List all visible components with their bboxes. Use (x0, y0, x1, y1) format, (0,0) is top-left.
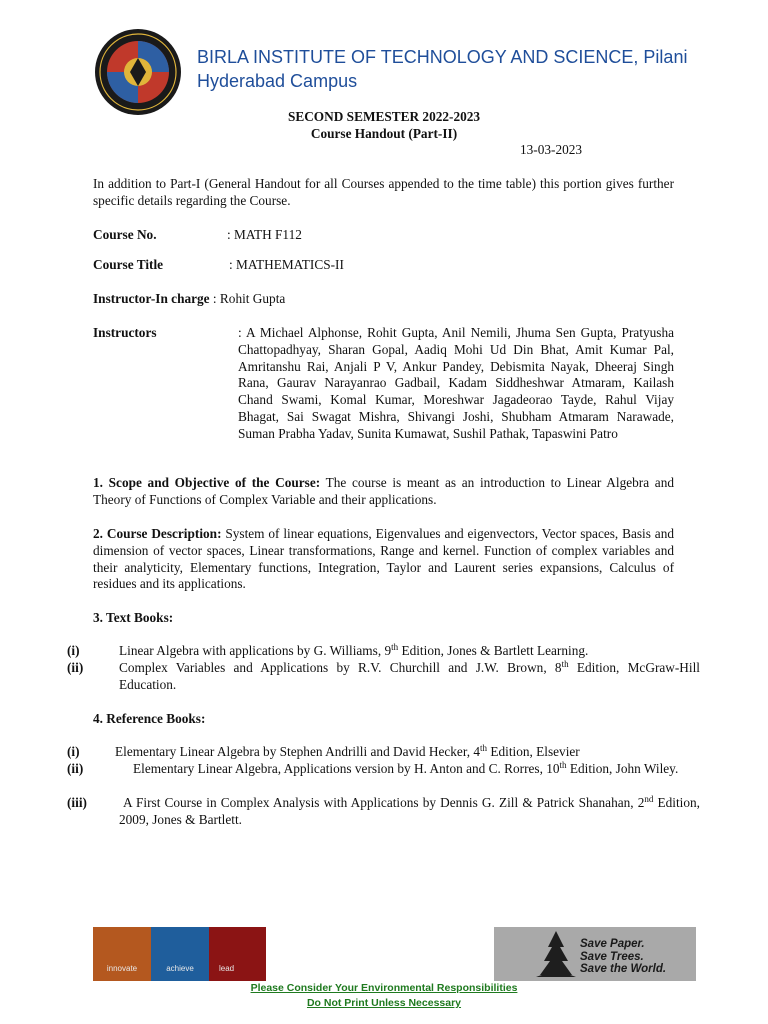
text-book-text: Linear Algebra with applications by G. Williams, 9 (119, 643, 392, 658)
reference-book-sup: th (480, 743, 488, 753)
scope-section (93, 475, 674, 509)
reference-book-sup: th (559, 760, 567, 770)
text-book-sup: th (391, 642, 399, 652)
institute-name-line2: Hyderabad Campus (197, 71, 358, 91)
band-word: lead (219, 964, 235, 974)
text-book-text-post: Edition, Jones & Bartlett Learning. (398, 643, 589, 658)
eco-text (580, 938, 666, 976)
eco-line2: Save Trees. (580, 950, 644, 963)
instructor-incharge-label: Instructor-In charge (93, 291, 210, 306)
footer-line2: Do Not Print Unless Necessary (306, 997, 462, 1009)
text-book-text-post: Edition, McGraw-Hill Education. (119, 660, 700, 692)
description-heading: 2. Course Description: (93, 526, 222, 541)
reference-book-text: Elementary Linear Algebra by Stephen Andrilli and David Hecker, 4 (115, 744, 481, 759)
institute-name-line1: BIRLA INSTITUTE OF TECHNOLOGY AND SCIENCE, Pilani (197, 47, 688, 67)
institute-name (197, 45, 687, 93)
course-no-row (93, 227, 302, 244)
course-title-row (93, 257, 344, 274)
reference-book-num: (iii) (67, 795, 87, 810)
course-no-label: Course No. (93, 227, 157, 242)
text-book-sup: th (561, 659, 569, 669)
reference-book-item (67, 760, 700, 778)
text-book-num: (i) (67, 643, 80, 658)
eco-banner (494, 927, 696, 981)
values-band (93, 927, 266, 981)
reference-books-heading: 4. Reference Books: (93, 711, 206, 726)
reference-book-num: (i) (67, 744, 80, 759)
band-block-achieve (151, 927, 209, 981)
band-word: achieve (166, 964, 194, 974)
handout-title: Course Handout (Part-II) (310, 126, 458, 141)
reference-book-text-post: Edition, John Wiley. (566, 761, 679, 776)
reference-book-item (67, 743, 700, 761)
reference-book-num: (ii) (67, 761, 84, 776)
band-block-lead (209, 927, 266, 981)
text-book-text: Complex Variables and Applications by R.V. Churchill and J.W. Brown, 8 (119, 660, 562, 675)
scope-heading: 1. Scope and Objective of the Course: (93, 475, 321, 490)
semester-title: SECOND SEMESTER 2022-2023 (287, 109, 481, 124)
eco-line3: Save the World. (580, 963, 667, 975)
course-title-label: Course Title (93, 257, 164, 272)
description-section (93, 526, 674, 593)
text-books-heading: 3. Text Books: (93, 610, 174, 625)
band-block-innovate (93, 927, 151, 981)
reference-book-sup: nd (644, 794, 654, 804)
text-book-num: (ii) (67, 660, 84, 675)
reference-book-text: Elementary Linear Algebra, Applications version by H. Anton and C. Rorres, 10 (133, 761, 560, 776)
reference-book-text-post: Edition, Elsevier (487, 744, 580, 759)
instructors-label: Instructors (93, 325, 157, 340)
text-book-item (67, 659, 700, 694)
footer-line1: Please Consider Your Environmental Responsibilities (250, 982, 518, 994)
tree-icon (534, 929, 578, 979)
instructor-incharge-row (93, 291, 285, 308)
eco-line1: Save Paper. (580, 938, 645, 950)
text-book-item (67, 642, 700, 660)
instructor-incharge-value: : Rohit Gupta (212, 291, 286, 306)
institute-logo (94, 28, 182, 116)
handout-date: 13-03-2023 (520, 142, 583, 157)
scope-text: The course is meant as an introduction to Linear Algebra and Theory of Functions of Complex Variable and their applications. (93, 475, 674, 507)
instructors-list: : A Michael Alphonse, Rohit Gupta, Anil Nemili, Jhuma Sen Gupta, Pratyusha Chattopadhyay, Sharan Gopal, Aadiq Mohi Ud Din Bhat, Amit Kumar Pal, Amritanshu Rai, Anjali P V, Ankur Pandey, Debismita Nayak, Dheeraj Singh Rana, Gaurav Narayanrao Gadbail, Kadam Siddheshwar Atmaram, Kailash Chand Swami, Komal Kumar, Moreshwar Jagadeorao Tayde, Rahul Vijay Bhagat, Sai Swagat Mishra, Shivangi Joshi, Shubham Atmaram Narawade, Suman Prabha Yadav, Sunita Kumawat, Sushil Pathak, Tapaswini Patro (238, 325, 674, 441)
band-word: innovate (106, 964, 138, 974)
reference-book-text: A First Course in Complex Analysis with Applications by Dennis G. Zill & Patrick Shanahan, 2 (123, 795, 645, 810)
intro-paragraph: In addition to Part-I (General Handout for all Courses appended to the time table) this portion gives further specific details regarding the Course. (93, 176, 674, 208)
course-title-value: : MATHEMATICS-II (229, 257, 344, 272)
reference-book-item (67, 794, 700, 829)
reference-book-text-post: Edition, 2009, Jones & Bartlett. (119, 795, 700, 827)
course-no-value: : MATH F112 (227, 227, 302, 242)
description-text: System of linear equations, Eigenvalues and eigenvectors, Vector spaces, Basis and dimension of vector spaces, Linear transformations, Range and kernel. Function of complex variables and their analyticity, Elementary functions, Integration, Taylor and Laurent series expansions, Calculus of residues and its applications. (93, 526, 674, 592)
